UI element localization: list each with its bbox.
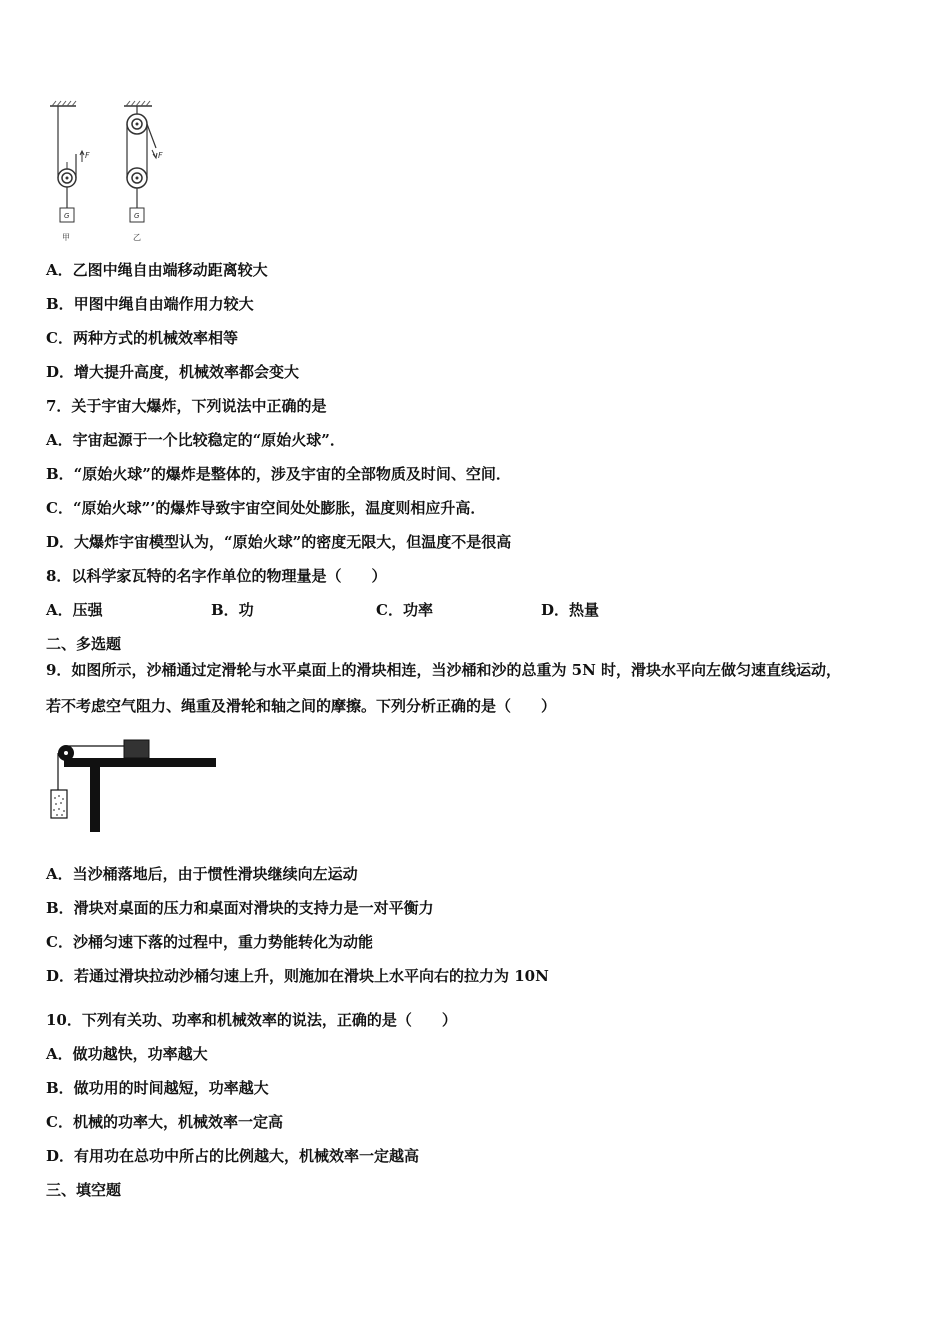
- pulley-system-yi: [124, 101, 163, 242]
- slider-block: [124, 740, 149, 758]
- label-jia: 甲: [62, 233, 70, 242]
- weight-label-jia: G: [64, 212, 70, 220]
- q9-option-d: D．若通过滑块拉动沙桶匀速上升，则施加在滑块上水平向右的拉力为 10N: [46, 967, 549, 985]
- q10-option-d: D．有用功在总功中所占的比例越大，机械效率一定越高: [46, 1147, 420, 1165]
- q10-option-b: B．做功用的时间越短，功率越大: [46, 1079, 269, 1097]
- label-yi: 乙: [133, 233, 141, 242]
- q6-option-b: B．甲图中绳自由端作用力较大: [46, 295, 254, 313]
- q9-option-c: C．沙桶匀速下落的过程中，重力势能转化为动能: [46, 933, 373, 951]
- q7-option-a: A．宇宙起源于一个比较稳定的“原始火球”．: [46, 431, 345, 449]
- section-heading-multiple-choice: 二、多选题: [46, 635, 122, 653]
- q8-option-d: D．热量: [541, 601, 600, 619]
- force-label-jia: F: [85, 151, 90, 160]
- q8-option-a: A．压强: [46, 601, 103, 619]
- q9-option-a: A．当沙桶落地后，由于惯性滑块继续向左运动: [46, 865, 358, 883]
- sand-bucket-figure: [44, 734, 224, 838]
- section-heading-fill-in: 三、填空题: [46, 1181, 122, 1199]
- q7-stem: 7．关于宇宙大爆炸，下列说法中正确的是: [46, 397, 327, 415]
- pulley-system-jia: [50, 101, 90, 242]
- q9-stem-line1: 9．如图所示，沙桶通过定滑轮与水平桌面上的滑块相连，当沙桶和沙的总重为 5N 时，滑块水平向左做匀速直线运动，: [46, 661, 842, 679]
- q9-option-b: B．滑块对桌面的压力和桌面对滑块的支持力是一对平衡力: [46, 899, 434, 917]
- sand-bucket: [51, 790, 67, 818]
- q8-option-b: B．功: [211, 601, 254, 619]
- q6-option-c: C．两种方式的机械效率相等: [46, 329, 238, 347]
- weight-label-yi: G: [134, 212, 140, 220]
- q10-stem: 10．下列有关功、功率和机械效率的说法，正确的是（ ）: [46, 1011, 457, 1029]
- table-leg: [90, 758, 100, 832]
- q10-option-c: C．机械的功率大，机械效率一定高: [46, 1113, 283, 1131]
- table-top: [64, 758, 216, 767]
- force-label-yi: F: [158, 151, 163, 160]
- q7-option-c: C．“原始火球”’的爆炸导致宇宙空间处处膨胀，温度则相应升高．: [46, 499, 486, 517]
- q9-stem-line2: 若不考虑空气阻力、绳重及滑轮和轴之间的摩擦。下列分析正确的是（ ）: [46, 697, 557, 715]
- q10-option-a: A．做功越快，功率越大: [46, 1045, 208, 1063]
- q7-option-b: B．“原始火球”的爆炸是整体的，涉及宇宙的全部物质及时间、空间．: [46, 465, 511, 483]
- q6-option-a: A．乙图中绳自由端移动距离较大: [46, 261, 268, 279]
- pulley-figure: [40, 96, 170, 248]
- q7-option-d: D．大爆炸宇宙模型认为，“原始火球”的密度无限大，但温度不是很高: [46, 533, 512, 551]
- q8-stem: 8．以科学家瓦特的名字作单位的物理量是（ ）: [46, 567, 387, 585]
- q8-option-c: C．功率: [376, 601, 433, 619]
- q6-option-d: D．增大提升高度，机械效率都会变大: [46, 363, 300, 381]
